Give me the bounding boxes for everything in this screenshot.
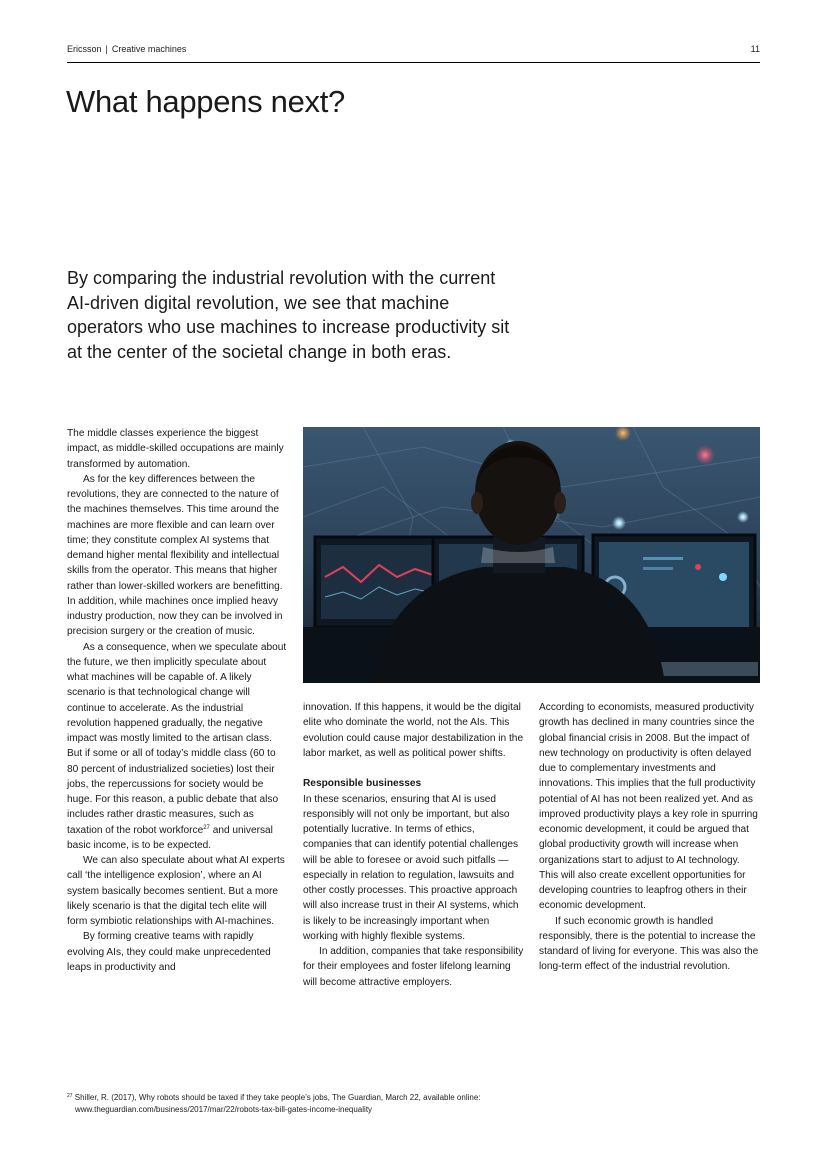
header-section: Creative machines	[111, 44, 187, 54]
lead-paragraph: By comparing the industrial revolution with the current AI-driven digital revolution, we see that machine operators who use machines to increase productivity sit at the center of the societal change in both eras.	[67, 268, 510, 362]
paragraph: As for the key differences between the revolutions, they are connected to the nature of the machines themselves. This time around the machines are more flexible and can learn over time; they constitute complex AI systems that demand higher mental flexibility and intellectual skills from the operator. This means that higher rather than lower-skilled workers are benefitting. In addition, while machines once implied heavy industry production, now they can be involved in precision surgery or the creation of music.	[67, 473, 283, 638]
page-number: 11	[750, 44, 760, 54]
text-column-1	[67, 426, 289, 975]
footnote	[67, 1092, 767, 1116]
paragraph-text: and universal basic income, is to be expected.	[67, 824, 273, 851]
header-company: Ericsson	[67, 44, 102, 54]
header-rule	[67, 62, 760, 63]
paragraph: In addition, companies that take responsibility for their employees and foster lifelong learning will become attractive employers.	[303, 946, 524, 988]
page-title: What happens next?	[66, 84, 345, 119]
paragraph-text: As a consequence, when we speculate about the future, we then implicitly speculate about what machines will be capable of. A likely scenario is that technological change will continue to accelerate. As the industrial revolution happened gradually, the negative impact was mostly limited to the artisan class. But if some or all of today’s middle class (60 to 80 percent of industrialized societies) lost their jobs, the repercussions for society would be huge. For this reason, a public debate that also includes rather drastic measures, such as taxation of the robot workforce	[67, 641, 287, 836]
paragraph-spacer	[303, 761, 525, 776]
footnote-ref[interactable]: 27	[203, 824, 210, 831]
paragraph: We can also speculate about what AI experts call ‘the intelligence explosion’, where an AI system basically becomes sentient. But a more likely scenario is that the digital tech elite will form symbiotic relationships with AI-machines.	[67, 855, 285, 927]
text-column-2	[303, 700, 525, 990]
header-separator: |	[105, 44, 108, 54]
paragraph: According to economists, measured productivity growth has declined in many countries since the global financial crisis in 2008. But the impact of new technology on productivity is often delayed due to complementary investments and innovations. This implies that the full productivity potential of AI has not been realized yet. And as improved productivity plays a key role in spurring economic development, it could be argued that global productivity growth will increase when organizations start to adjust to AI technology. This will also create excellent opportunities for developing countries to leapfrog others in their economic development.	[539, 702, 758, 912]
paragraph: innovation. If this happens, it would be the digital elite who dominate the world, not the AIs. This evolution could cause major destabilization in the labor market, as well as political power shifts.	[303, 702, 524, 759]
paragraph	[67, 640, 289, 854]
footnote-url-link[interactable]: www.theguardian.com/business/2017/mar/22/robots-tax-bill-gates-income-inequality	[75, 1105, 373, 1114]
paragraph: The middle classes experience the biggest impact, as middle-skilled occupations are mainly transformed by automation.	[67, 428, 284, 470]
paragraph: If such economic growth is handled responsibly, there is the potential to increase the standard of living for everyone. This was also the long-term effect of the industrial revolution.	[539, 915, 759, 973]
photo-man-at-monitors	[303, 427, 760, 683]
text-column-3	[539, 700, 761, 975]
paragraph: In these scenarios, ensuring that AI is used responsibly will not only be important, but also potentially lucrative. In terms of ethics, companies that can identify potential challenges will be able to foresee or avoid such pitfalls — especially in relation to regulation, lawsuits and other costly processes. This proactive approach will also increase trust in their AI systems, which is likely to be increasingly important when working with highly flexible systems.	[303, 793, 519, 942]
running-header	[67, 44, 186, 54]
paragraph: By forming creative teams with rapidly evolving AIs, they could make unprecedented leaps in productivity and	[67, 931, 271, 973]
section-heading: Responsible businesses	[303, 778, 422, 790]
footnote-text: Shiller, R. (2017), Why robots should be taxed if they take people’s jobs, The Guardian, March 22, available online:	[72, 1093, 481, 1102]
footnote-number: 27	[67, 1093, 73, 1099]
